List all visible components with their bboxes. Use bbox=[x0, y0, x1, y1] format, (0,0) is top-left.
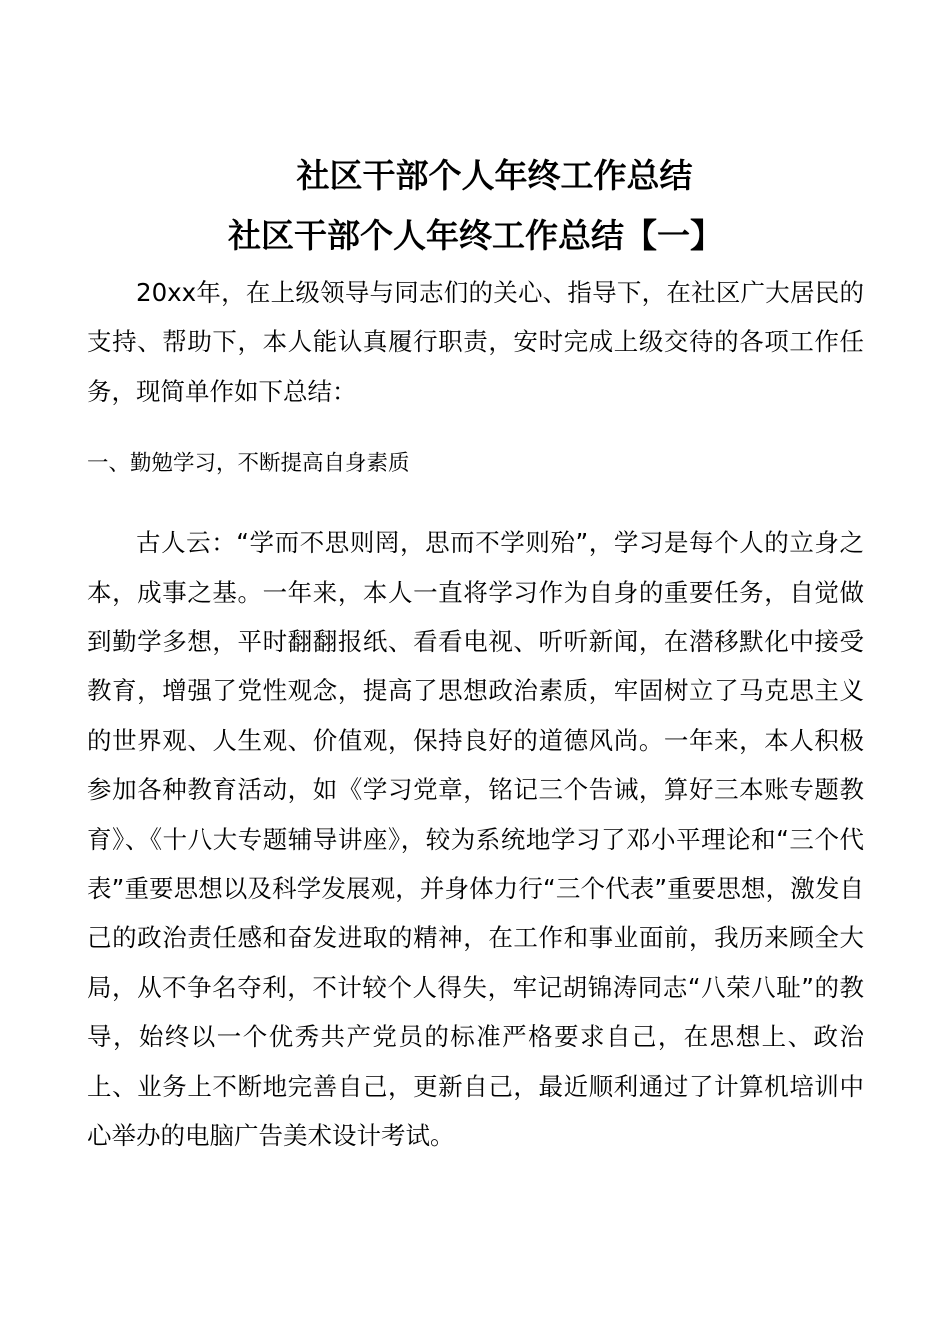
document-title: 社区干部个人年终工作总结 bbox=[296, 156, 693, 195]
document-page bbox=[87, 150, 864, 1161]
section-heading: 一、勤勉学习，不断提高自身素质 bbox=[87, 451, 410, 477]
document-subtitle: 社区干部个人年终工作总结【一】 bbox=[228, 216, 723, 255]
intro-paragraph: 20xx年，在上级领导与同志们的关心、指导下，在社区广大居民的支持、帮助下，本人能认真履行职责，安时完成上级交待的各项工作任务，现简单作如下总结： bbox=[87, 278, 864, 406]
body-paragraph: 古人云：“学而不思则罔，思而不学则殆”，学习是每个人的立身之本，成事之基。一年来，本人一直将学习作为自身的重要任务，自觉做到勤学多想，平时翻翻报纸、看看电视、听听新闻，在潜移默化中接受教育，增强了党性观念，提高了思想政治素质，牢固树立了马克思主义的世界观、人生观、价值观，保持良好的道德风尚。一年来，本人积极参加各种教育活动，如《学习党章，铭记三个告诫，算好三本账专题教育》、《十八大专题辅导讲座》，较为系统地学习了邓小平理论和“三个代表”重要思想以及科学发展观，并身体力行“三个代表”重要思想，激发自己的政治责任感和奋发进取的精神，在工作和事业面前，我历来顾全大局，从不争名夺利，不计较个人得失，牢记胡锦涛同志“八荣八耻”的教导，始终以一个优秀共产党员的标准严格要求自己，在思想上、政治上、业务上不断地完善自己，更新自己，最近顺利通过了计算机培训中心举办的电脑广告美术设计考试。 bbox=[87, 528, 864, 1151]
